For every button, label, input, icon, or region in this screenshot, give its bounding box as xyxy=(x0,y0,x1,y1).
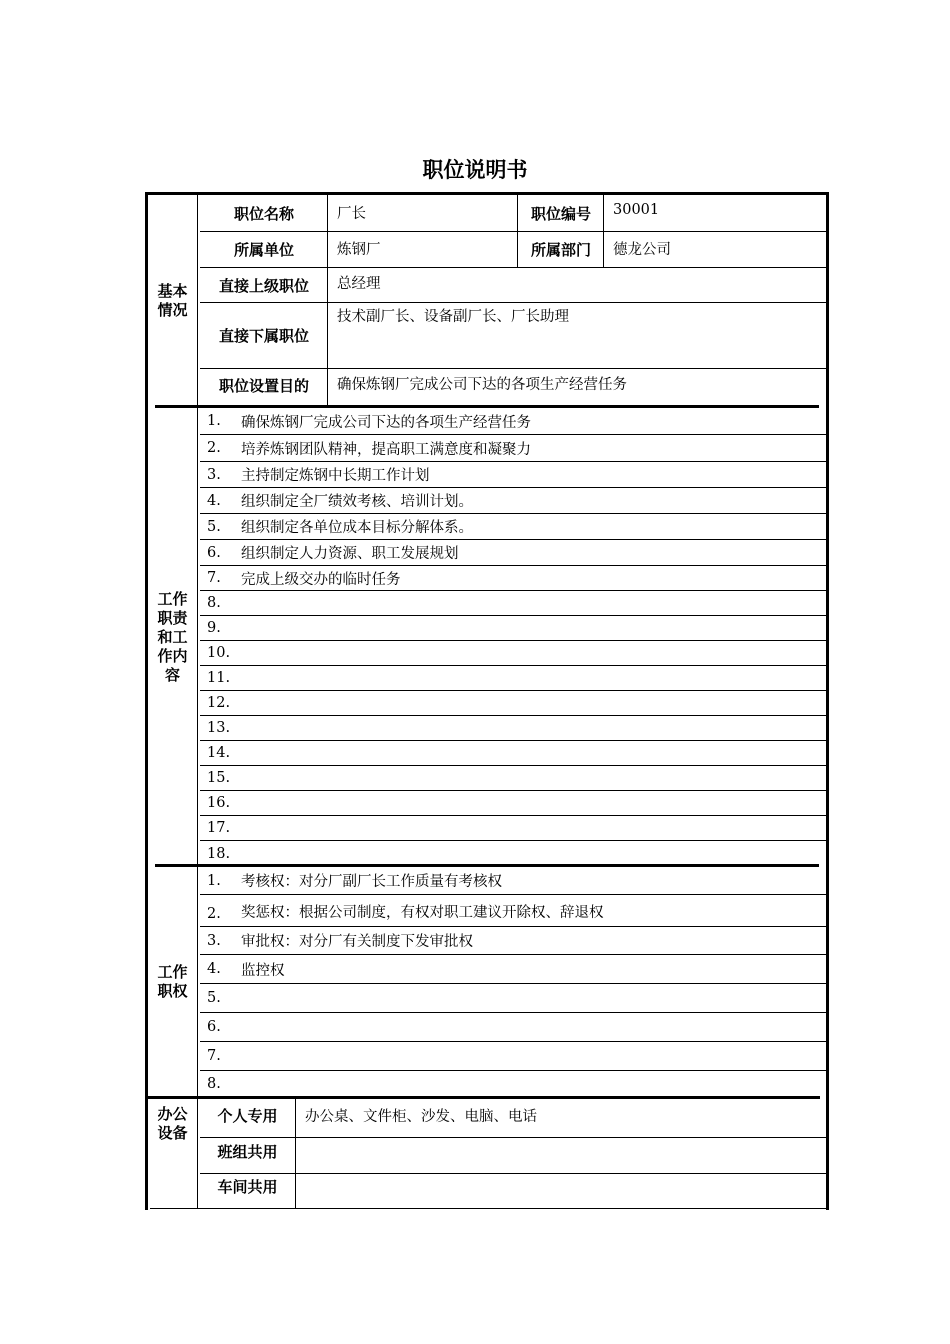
personal-use-label: 个人专用 xyxy=(217,1107,278,1125)
unit-label: 所属单位 xyxy=(233,241,294,259)
duty-row: 6. 组织制定人力资源、职工发展规划 xyxy=(200,540,826,566)
authority-row: 8. xyxy=(207,1076,221,1092)
divider xyxy=(200,267,826,268)
team-shared-label: 班组共用 xyxy=(217,1143,278,1161)
team-shared-value xyxy=(296,1138,826,1173)
duty-row: 16. xyxy=(200,791,826,816)
authority-row: 1. 考核权：对分厂副厂长工作质量有考核权 xyxy=(200,867,826,895)
superior-label: 直接上级职位 xyxy=(218,276,309,295)
position-code-value: 30001 xyxy=(613,202,660,218)
equipment-section xyxy=(148,1099,826,1209)
duty-row: 1. 确保炼钢厂完成公司下达的各项生产经营任务 xyxy=(200,408,826,435)
bottom-border xyxy=(150,1208,826,1209)
divider xyxy=(200,1173,826,1174)
divider xyxy=(200,231,826,232)
workshop-shared-label: 车间共用 xyxy=(217,1178,278,1196)
position-code-label: 职位编号 xyxy=(530,204,591,223)
authority-row: 6. xyxy=(200,1013,826,1042)
purpose-value: 确保炼钢厂完成公司下达的各项生产经营任务 xyxy=(337,377,627,393)
superior-value: 总经理 xyxy=(337,276,381,292)
divider xyxy=(200,1137,826,1138)
duty-row: 15. xyxy=(200,766,826,791)
department-value: 德龙公司 xyxy=(613,242,671,258)
duty-row: 4. 组织制定全厂绩效考核、培训计划。 xyxy=(200,488,826,514)
department-label: 所属部门 xyxy=(530,241,591,259)
position-name-value: 厂长 xyxy=(337,206,366,222)
duty-row: 10. xyxy=(200,641,826,666)
authority-section xyxy=(148,867,826,1097)
duty-row: 17. xyxy=(200,816,826,841)
duty-row: 12. xyxy=(200,691,826,716)
duty-row: 7. 完成上级交办的临时任务 xyxy=(200,566,826,591)
divider xyxy=(603,195,604,267)
divider xyxy=(200,302,826,303)
authority-row: 4. 监控权 xyxy=(200,955,826,984)
duty-row: 18. xyxy=(207,845,231,862)
duty-row: 5. 组织制定各单位成本目标分解体系。 xyxy=(200,514,826,540)
subordinate-label: 直接下属职位 xyxy=(218,327,309,345)
page-title: 职位说明书 xyxy=(422,158,528,182)
authority-row: 3. 审批权：对分厂有关制度下发审批权 xyxy=(200,927,826,955)
divider xyxy=(327,195,328,407)
basic-info-section xyxy=(148,195,826,407)
duty-row: 8. xyxy=(200,591,826,616)
authority-row: 5. xyxy=(200,984,826,1013)
duties-label: 工作职责和工作内容 xyxy=(148,408,198,866)
duty-row: 9. xyxy=(200,616,826,641)
duty-row: 14. xyxy=(200,741,826,766)
unit-value: 炼钢厂 xyxy=(337,242,381,258)
divider xyxy=(295,1099,296,1209)
basic-info-label: 基本情况 xyxy=(148,195,198,407)
workshop-shared-value xyxy=(296,1174,826,1209)
authority-row: 7. xyxy=(200,1042,826,1071)
position-name-label: 职位名称 xyxy=(233,204,294,223)
duty-row: 13. xyxy=(200,716,826,741)
personal-use-value: 办公桌、文件柜、沙发、电脑、电话 xyxy=(305,1109,537,1125)
duties-section xyxy=(148,408,826,866)
duty-row: 3. 主持制定炼钢中长期工作计划 xyxy=(200,462,826,488)
authority-label: 工作职权 xyxy=(148,867,198,1097)
subordinate-value: 技术副厂长、设备副厂长、厂长助理 xyxy=(337,309,569,325)
duty-row: 2. 培养炼钢团队精神，提高职工满意度和凝聚力 xyxy=(200,435,826,462)
authority-row: 2. 奖惩权：根据公司制度，有权对职工建议开除权、辞退权 xyxy=(200,895,826,927)
divider xyxy=(200,368,826,369)
purpose-label: 职位设置目的 xyxy=(218,376,309,395)
duty-row: 11. xyxy=(200,666,826,691)
divider xyxy=(517,195,518,267)
equipment-label: 办公设备 xyxy=(148,1099,198,1209)
